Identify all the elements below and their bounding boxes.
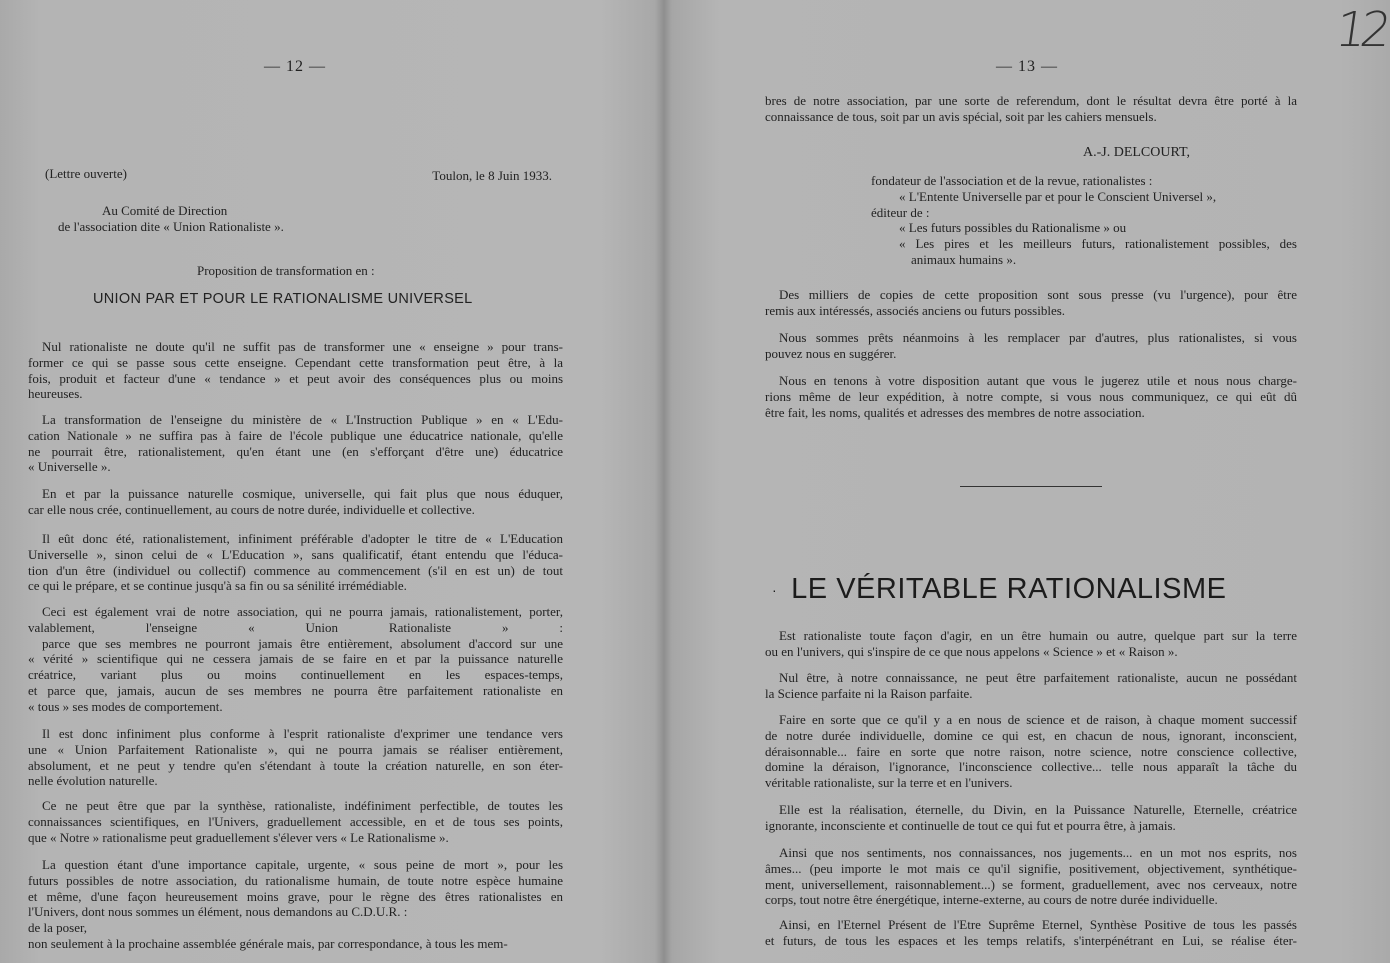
text-line: « Universelle ». xyxy=(28,459,111,475)
paragraph xyxy=(28,486,563,518)
paragraph xyxy=(765,287,1297,319)
text-line: Il est donc infiniment plus conforme à l'esprit rationaliste d'exprimer une tendance vers xyxy=(42,726,563,741)
text-line: Est rationaliste toute façon d'agir, en un être humain ou autre, quelque part sur la terre xyxy=(779,628,1297,643)
text-line: nelle évolution naturelle. xyxy=(28,773,158,789)
text-line: En et par la puissance naturelle cosmique, universelle, qui fait plus que nous éduquer, xyxy=(42,486,563,501)
paragraph xyxy=(765,917,1297,949)
place-date: Toulon, le 8 Juin 1933. xyxy=(432,168,552,183)
text-line: de la poser, xyxy=(28,920,88,936)
paragraph xyxy=(765,845,1297,908)
text-line: animaux humains ». xyxy=(911,251,1017,267)
text-line: « tous » ses modes de comportement. xyxy=(28,698,223,714)
text-line: former ce qui se passe sous cette enseigne. Cependant cette transformation peut être, à la xyxy=(28,354,563,370)
text-line: car elle nous crée, continuellement, au cours de notre durée, individuelle et collective. xyxy=(28,501,475,517)
paragraph xyxy=(765,802,1297,834)
paragraph xyxy=(765,330,1297,362)
proposition-title: UNION PAR ET POUR LE RATIONALISME UNIVERSEL xyxy=(93,291,473,307)
text-line: bres de notre association, par une sorte de referendum, dont le résultat devra être porté à la xyxy=(765,93,1297,108)
text-line: Nous en tenons à votre disposition autant que vous le jugerez utile et nous nous charge- xyxy=(779,373,1297,388)
text-line: de notre durée individuelle, domine ce qui est, en chacun de nous, ignorant, inconscient, xyxy=(765,727,1297,743)
text-line: connaissance de tous, soit par un avis spécial, soit par les cahiers mensuels. xyxy=(765,108,1157,124)
text-line: La transformation de l'enseigne du ministère de « L'Instruction Publique » en « L'Edu- xyxy=(42,412,563,427)
text-line: Des milliers de copies de cette proposition sont sous presse (vu l'urgence), pour être xyxy=(779,287,1297,302)
text-line: « vérité » scientifique qui ne cessera jamais de se faire en et par la puissance naturelle xyxy=(28,651,563,667)
text-line: que « Notre » rationalisme peut graduellement s'élever vers « Le Rationalisme ». xyxy=(28,829,449,845)
text-line: ce qui le prépare, et se continue jusqu'à sa fin ou sa sénilité irrémédiable. xyxy=(28,578,407,594)
text-line: heureuses. xyxy=(28,386,83,402)
section-title-text: LE VÉRITABLE RATIONALISME xyxy=(791,573,1227,605)
text-line: parce que ses membres ne pourront jamais être entièrement, absolument d'accord sur une xyxy=(42,635,563,651)
paragraph xyxy=(28,339,563,402)
page-number: — 12 — xyxy=(264,58,326,75)
text-line: Elle est la réalisation, éternelle, du Divin, en la Puissance Naturelle, Eternelle, créatrice xyxy=(779,802,1297,817)
text-line: cation Nationale » ne suffira pas à faire de l'école publique une éducatrice nationale, qu'elle xyxy=(28,427,563,443)
text-line: « Les futurs possibles du Rationalisme » ou xyxy=(899,220,1127,236)
text-line: La question étant d'une importance capitale, urgente, « sous peine de mort », pour les xyxy=(42,857,563,872)
section-title: · LE VÉRITABLE RATIONALISME xyxy=(772,573,1227,605)
handwritten-folio-number: 12 xyxy=(1332,2,1390,58)
paragraph xyxy=(28,604,563,715)
text-line: Ce ne peut être que par la synthèse, rationaliste, indéfiniment perfectible, de toutes les xyxy=(42,798,563,813)
addressee-line: de l'association dite « Union Rationaliste ». xyxy=(58,219,284,234)
text-line: futurs possibles de notre association, du rationalisme humain, de toute notre espèce humaine xyxy=(28,872,563,888)
text-line: rions même de leur expédition, à notre compte, si vous nous communiquez, ce qui eût dû xyxy=(765,388,1297,404)
paragraph xyxy=(765,670,1297,702)
text-line: véritable rationaliste, sur la terre et en l'univers. xyxy=(765,775,1013,791)
text-line: et parce que, jamais, aucun de ses membres ne pourra être parfaitement rationaliste en xyxy=(28,682,563,698)
text-line: l'Univers, dont nous sommes un élément, nous demandons au C.D.U.R. : xyxy=(28,904,408,920)
text-line: remis aux intéressés, associés anciens ou futurs possibles. xyxy=(765,302,1066,318)
text-line: ou en l'univers, qui s'inspire de ce que nous appelons « Science » et « Raison ». xyxy=(765,643,1178,659)
text-line: tion d'un être (individuel ou collectif) commence au commencement (s'il en est un) de tout xyxy=(28,562,563,578)
section-divider xyxy=(960,486,1102,487)
text-line: corps, tout notre être énergétique, interne-externe, au cours de notre durée individuelle. xyxy=(765,892,1218,908)
text-line: ne pourrait être, rationalistement, qu'en étant une (en s'efforçant d'être une) éducatrice xyxy=(28,443,563,459)
paragraph xyxy=(765,93,1297,125)
text-line: Il eût donc été, rationalistement, infiniment préférable d'adopter le titre de « L'Education xyxy=(42,531,563,546)
paragraph xyxy=(765,628,1297,660)
text-line: créatrice, variant plus ou moins continuellement en les espaces-temps, xyxy=(28,667,563,683)
proposition-label: Proposition de transformation en : xyxy=(197,263,375,278)
text-line: domine la déraison, l'ignorance, l'inconscience collective... telle nous apparaît la tâche du xyxy=(765,759,1297,775)
text-line: Ainsi que nos sentiments, nos connaissances, nos jugements... en un mot nos esprits, nos xyxy=(779,845,1297,860)
text-line: la Science parfaite ni la Raison parfaite. xyxy=(765,685,973,701)
text-line: Faire en sorte que ce qu'il y a en nous de science et de raison, à chaque moment successif xyxy=(779,712,1297,727)
paragraph xyxy=(28,798,563,845)
text-line: fondateur de l'association et de la revue, rationalistes : xyxy=(871,173,1153,188)
paragraph xyxy=(765,712,1297,791)
text-line: éditeur de : xyxy=(871,204,930,220)
paragraph xyxy=(28,531,563,594)
text-line: valablement, l'enseigne « Union Rationaliste » : xyxy=(28,619,563,635)
paragraph xyxy=(28,857,563,952)
text-line: ment, universellement, raisonnablement...) se forment, graduellement, avec nos cerveaux, notre xyxy=(765,876,1297,892)
text-line: ignorante, inconsciente et continuelle de tout ce qui fut et pourra être, à jamais. xyxy=(765,817,1176,833)
text-line: absolument, et ne peut y tendre qu'en s'étendant à toute la création naturelle, en son éter- xyxy=(28,757,563,773)
text-line: Nous sommes prêts néanmoins à les remplacer par d'autres, plus rationalistes, si vous xyxy=(779,330,1297,345)
signature: A.-J. DELCOURT, xyxy=(1082,145,1190,160)
text-line: non seulement à la prochaine assemblée générale mais, par correspondance, à tous les mem- xyxy=(28,935,508,951)
text-line: « L'Entente Universelle par et pour le Conscient Universel », xyxy=(899,188,1217,204)
text-line: Nul être, à notre connaissance, ne peut être parfaitement rationaliste, aucun ne possédant xyxy=(779,670,1297,685)
text-line: Universelle », sinon celui de « L'Education », sans qualificatif, étant entendu que l'éduca- xyxy=(28,546,563,562)
text-line: Ainsi, en l'Eternel Présent de l'Etre Suprême Eternel, Synthèse Positive de tous les passés xyxy=(779,917,1297,932)
addressee-line: Au Comité de Direction xyxy=(102,203,228,218)
paragraph xyxy=(28,412,563,475)
text-line: Nul rationaliste ne doute qu'il ne suffit pas de transformer une « enseigne » pour trans- xyxy=(42,339,563,354)
text-line: « Les pires et les meilleurs futurs, rationalistement possibles, des xyxy=(899,236,1297,252)
text-line: connaissances scientifiques, en l'Univers, graduellement accessible, en et de tous ses points, xyxy=(28,813,563,829)
letter-type: (Lettre ouverte) xyxy=(45,166,127,181)
paragraph xyxy=(28,726,563,789)
page-number: — 13 — xyxy=(996,58,1058,75)
text-line: pouvez nous en suggérer. xyxy=(765,345,897,361)
text-line: fois, produit et facteur d'une « tendance » et peut avoir des conséquences plus ou moins xyxy=(28,370,563,386)
text-line: âmes... (peu importe le mot mais ce qu'il signifie, positivement, objectivement, synthétique- xyxy=(765,860,1297,876)
text-line: déraisonnable... faire en sorte que notre raison, notre science, notre conscience collective, xyxy=(765,743,1297,759)
text-line: une « Union Parfaitement Rationaliste », qui ne pourra jamais se réaliser entièrement, xyxy=(28,741,563,757)
text-line: être fait, les noms, qualités et adresses des membres de notre association. xyxy=(765,404,1145,420)
paragraph xyxy=(765,373,1297,420)
text-line: Ceci est également vrai de notre association, qui ne pourra jamais, rationalistement, porter, xyxy=(42,604,563,619)
paragraph xyxy=(871,173,1297,268)
text-line: et futurs, de tous les espaces et les temps relatifs, s'interpénétrant en Lui, se réalise éter- xyxy=(765,932,1297,948)
text-line: et même, d'une façon heureusement moins grave, pour le règne des êtres rationalistes en xyxy=(28,888,563,904)
